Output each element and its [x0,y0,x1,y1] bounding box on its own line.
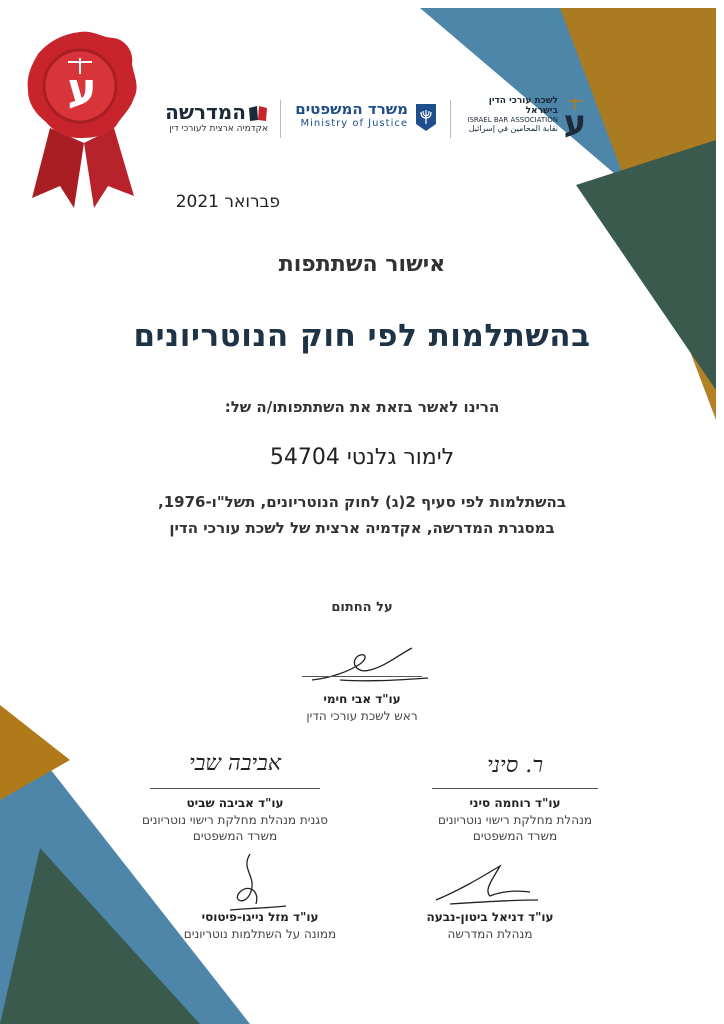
signatory-role: מנהלת המדרשה [447,927,533,941]
signature-image [300,640,430,690]
signatory-name: עו"ד מזל נייגו-פיטוסי [201,910,319,924]
bar-association-english: ISRAEL BAR ASSOCIATION [467,116,558,124]
date: פברואר 2021 [175,192,280,212]
body-line-2: במסגרת המדרשה, אקדמיה ארצית של לשכת עורכי הדין [169,519,555,537]
signatory-role: מנהלת מחלקת רישוי נוטריונים [437,813,593,827]
wax-seal-icon [22,28,142,213]
ministry-name-hebrew: משרד המשפטים [295,100,408,118]
logo-divider-2 [450,100,451,138]
svg-text:ע: ע [67,64,97,115]
signatory-name: עו"ד אביבה שביט [186,796,284,810]
certificate-subtitle: אישור השתתפות [278,252,446,277]
handwritten-signature: אביבה שבי [188,751,281,776]
signatory-role: ממונה על השתלמות נוטריונים [183,927,337,941]
bar-association-logo [462,96,590,140]
signatory-org: משרד המשפטים [192,829,278,843]
bar-association-hebrew: לשכת עורכי הדין בישראל [488,96,558,116]
signatory-org: משרד המשפטים [472,829,558,843]
signature-image [430,860,540,910]
intro-text: הרינו לאשר בזאת את השתתפותו/ה של: [224,398,500,416]
bar-association-arabic: نقابة المحامين في إسرائيل [468,124,558,133]
ministry-name-english: Ministry of Justice [300,118,408,129]
seal-label: על החתום [331,600,393,615]
signatory-role: ראש לשכת עורכי הדין [306,709,418,723]
signatory-name: עו"ד דניאל ביטון-נבעה [426,910,554,924]
ministry-logo [288,100,438,129]
signature-line [432,788,598,789]
academy-name: המדרשה [165,100,246,124]
academy-subtitle: אקדמיה ארצית לעורכי דין [169,124,268,134]
signatory-role: סגנית מנהלת מחלקת רישוי נוטריונים [141,813,329,827]
signatory-name: עו"ד אבי חימי [323,692,401,706]
signature-line [302,676,422,677]
handwritten-signature: ר. סיני [487,753,543,778]
certificate-title: בהשתלמות לפי חוק הנוטריונים [133,318,591,354]
menorah-emblem-icon [414,102,438,132]
signature-line [150,788,320,789]
signatory-name: עו"ד רוחמה סיני [469,796,561,810]
bar-association-emblem-icon [560,96,590,140]
recipient-name: לימור גלנטי 54704 [269,445,455,470]
book-icon [248,104,268,122]
body-line-1: בהשתלמות לפי סעיף 2(ג) לחוק הנוטריונים, תשל"ו-1976, [158,493,566,511]
academy-logo [150,100,268,134]
svg-text:ע: ע [563,103,587,140]
logo-divider [280,100,281,138]
